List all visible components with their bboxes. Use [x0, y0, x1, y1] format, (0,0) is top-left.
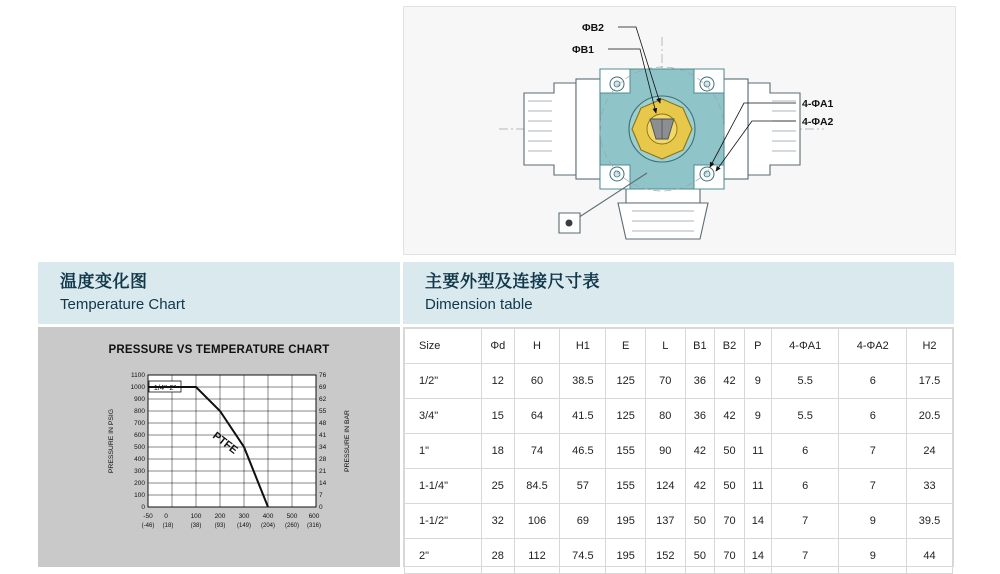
- svg-text:76: 76: [319, 372, 327, 379]
- cell-size: 1-1/4": [405, 469, 482, 504]
- cell-h2: 17.5: [907, 364, 953, 399]
- table-row: [405, 434, 953, 469]
- svg-text:(18): (18): [162, 523, 174, 529]
- valve-drawing-panel: [403, 6, 956, 255]
- cell-p: 9: [744, 399, 771, 434]
- cell-l: 80: [645, 399, 685, 434]
- cell-h1: 69: [560, 504, 606, 539]
- cell-b2: 50: [715, 469, 745, 504]
- svg-text:500: 500: [134, 444, 145, 451]
- cell-h: 106: [514, 504, 560, 539]
- cell-e: 195: [606, 504, 646, 539]
- cell-size: 1/2": [405, 364, 482, 399]
- table-row: [405, 399, 953, 434]
- svg-text:21: 21: [319, 468, 327, 475]
- cell-e: 155: [606, 469, 646, 504]
- cell-a1: 7: [771, 539, 839, 574]
- col-h1: H1: [560, 329, 606, 364]
- svg-text:100: 100: [134, 492, 145, 499]
- right-port: [722, 79, 800, 179]
- chart-title: PRESSURE VS TEMPERATURE CHART: [108, 344, 330, 356]
- table-row: [405, 504, 953, 539]
- cell-h: 64: [514, 399, 560, 434]
- cell-h: 84.5: [514, 469, 560, 504]
- svg-text:(93): (93): [214, 523, 226, 529]
- cell-size: 1-1/2": [405, 504, 482, 539]
- svg-text:(260): (260): [284, 523, 300, 529]
- svg-text:0: 0: [319, 504, 323, 511]
- dimension-table-wrap: [403, 327, 954, 567]
- temperature-chart-title-en: Temperature Chart: [60, 296, 186, 313]
- svg-text:(316): (316): [306, 523, 322, 529]
- svg-text:300: 300: [238, 513, 250, 520]
- col-l: L: [645, 329, 685, 364]
- stem-assembly: [629, 96, 695, 162]
- cell-h2: 44: [907, 539, 953, 574]
- cell-l: 90: [645, 434, 685, 469]
- phi-b2-label: ΦB2: [581, 22, 604, 34]
- svg-text:14: 14: [319, 480, 327, 487]
- cell-size: 2": [405, 539, 482, 574]
- cell-e: 125: [606, 364, 646, 399]
- dimension-table-head: [405, 329, 953, 364]
- phi-b1-label: ΦB1: [571, 44, 594, 56]
- cell-e: 195: [606, 539, 646, 574]
- temperature-chart-title-cn: 温度变化图: [60, 272, 148, 291]
- size-range-note: 1/4"-2": [153, 383, 177, 392]
- cell-l: 124: [645, 469, 685, 504]
- dimension-table-title-en: Dimension table: [425, 296, 533, 313]
- cell-b1: 42: [685, 434, 715, 469]
- col-p: P: [744, 329, 771, 364]
- cell-l: 137: [645, 504, 685, 539]
- cell-a2: 9: [839, 539, 907, 574]
- svg-text:55: 55: [319, 408, 327, 415]
- cell-h1: 46.5: [560, 434, 606, 469]
- svg-text:-50: -50: [143, 513, 153, 520]
- cell-p: 11: [744, 434, 771, 469]
- cell-phi-d: 15: [482, 399, 515, 434]
- table-header-row: [405, 329, 953, 364]
- cell-b1: 42: [685, 469, 715, 504]
- svg-text:300: 300: [134, 468, 145, 475]
- svg-text:600: 600: [308, 513, 320, 520]
- cell-h2: 33: [907, 469, 953, 504]
- svg-text:600: 600: [134, 432, 145, 439]
- svg-text:900: 900: [134, 396, 145, 403]
- col-h2: H2: [907, 329, 953, 364]
- four-phi-a1-label: 4-ΦA1: [802, 98, 834, 110]
- svg-text:200: 200: [134, 480, 145, 487]
- cell-l: 70: [645, 364, 685, 399]
- svg-text:800: 800: [134, 408, 145, 415]
- chart-ylabel-left: PRESSURE IN PSIG: [108, 408, 115, 474]
- cell-b2: 70: [715, 539, 745, 574]
- svg-text:400: 400: [134, 456, 145, 463]
- dimension-table-title-cn: 主要外型及连接尺寸表: [425, 272, 600, 291]
- cell-p: 14: [744, 539, 771, 574]
- cell-a2: 9: [839, 504, 907, 539]
- cell-b1: 50: [685, 539, 715, 574]
- svg-text:500: 500: [286, 513, 298, 520]
- svg-text:34: 34: [319, 444, 327, 451]
- cell-a1: 6: [771, 469, 839, 504]
- table-row: [405, 364, 953, 399]
- cell-a2: 7: [839, 469, 907, 504]
- cell-a2: 6: [839, 399, 907, 434]
- cell-phi-d: 18: [482, 434, 515, 469]
- dimension-table: [404, 328, 953, 574]
- cell-phi-d: 32: [482, 504, 515, 539]
- cell-a1: 5.5: [771, 364, 839, 399]
- svg-text:700: 700: [134, 420, 145, 427]
- cell-p: 9: [744, 364, 771, 399]
- col-e: E: [606, 329, 646, 364]
- col-b2: B2: [715, 329, 745, 364]
- svg-text:28: 28: [319, 456, 327, 463]
- chart-xticks: [143, 513, 320, 520]
- col-b1: B1: [685, 329, 715, 364]
- cell-b1: 36: [685, 399, 715, 434]
- cell-h2: 24: [907, 434, 953, 469]
- temperature-chart-header: [38, 262, 400, 324]
- svg-text:48: 48: [319, 420, 327, 427]
- svg-text:1100: 1100: [131, 372, 145, 379]
- svg-text:0: 0: [141, 504, 145, 511]
- cell-h: 74: [514, 434, 560, 469]
- left-port: [524, 79, 602, 179]
- col-h: H: [514, 329, 560, 364]
- dimension-table-body: [405, 364, 953, 574]
- cell-h1: 74.5: [560, 539, 606, 574]
- cell-p: 11: [744, 469, 771, 504]
- svg-text:(149): (149): [236, 523, 252, 529]
- cell-h1: 38.5: [560, 364, 606, 399]
- cell-a1: 7: [771, 504, 839, 539]
- cell-h: 60: [514, 364, 560, 399]
- ptfe-series-label: PTFE: [210, 429, 240, 457]
- col-size: Size: [405, 329, 482, 364]
- col-a2: 4-ΦA2: [839, 329, 907, 364]
- four-phi-a2-label: 4-ΦA2: [802, 116, 834, 128]
- cell-b2: 70: [715, 504, 745, 539]
- cell-e: 155: [606, 434, 646, 469]
- svg-text:0: 0: [164, 513, 168, 520]
- table-row: [405, 469, 953, 504]
- cell-b2: 42: [715, 364, 745, 399]
- cell-l: 152: [645, 539, 685, 574]
- cell-h: 112: [514, 539, 560, 574]
- chart-yticks-right: [319, 372, 327, 511]
- cell-e: 125: [606, 399, 646, 434]
- svg-text:69: 69: [319, 384, 327, 391]
- cell-b2: 42: [715, 399, 745, 434]
- cell-p: 14: [744, 504, 771, 539]
- dimension-table-header: [403, 262, 954, 324]
- col-a1: 4-ΦA1: [771, 329, 839, 364]
- chart-ylabel-right: PRESSURE IN BAR: [344, 410, 351, 472]
- cell-size: 1": [405, 434, 482, 469]
- svg-text:200: 200: [214, 513, 226, 520]
- chart-yticks-left: [131, 372, 146, 511]
- svg-text:1000: 1000: [130, 384, 145, 391]
- pressure-temperature-chart: [100, 365, 360, 545]
- svg-text:62: 62: [319, 396, 327, 403]
- cell-a1: 5.5: [771, 399, 839, 434]
- svg-text:(-46): (-46): [141, 523, 155, 529]
- cell-b1: 36: [685, 364, 715, 399]
- cell-h1: 57: [560, 469, 606, 504]
- svg-text:(204): (204): [260, 523, 276, 529]
- chart-xticks-secondary: [142, 523, 321, 529]
- cell-phi-d: 25: [482, 469, 515, 504]
- cell-h1: 41.5: [560, 399, 606, 434]
- cell-b1: 50: [685, 504, 715, 539]
- cell-size: 3/4": [405, 399, 482, 434]
- cell-b2: 50: [715, 434, 745, 469]
- svg-text:41: 41: [319, 432, 327, 439]
- cell-phi-d: 12: [482, 364, 515, 399]
- table-row: [405, 539, 953, 574]
- svg-text:(38): (38): [190, 523, 202, 529]
- cell-a1: 6: [771, 434, 839, 469]
- cell-a2: 6: [839, 364, 907, 399]
- col-phi-d: Φd: [482, 329, 515, 364]
- svg-text:7: 7: [319, 492, 323, 499]
- svg-text:100: 100: [190, 513, 202, 520]
- cell-h2: 39.5: [907, 504, 953, 539]
- pressure-temperature-chart-block: [38, 327, 400, 567]
- cell-a2: 7: [839, 434, 907, 469]
- cell-h2: 20.5: [907, 399, 953, 434]
- svg-text:400: 400: [262, 513, 274, 520]
- valve-drawing: [404, 7, 955, 254]
- cell-phi-d: 28: [482, 539, 515, 574]
